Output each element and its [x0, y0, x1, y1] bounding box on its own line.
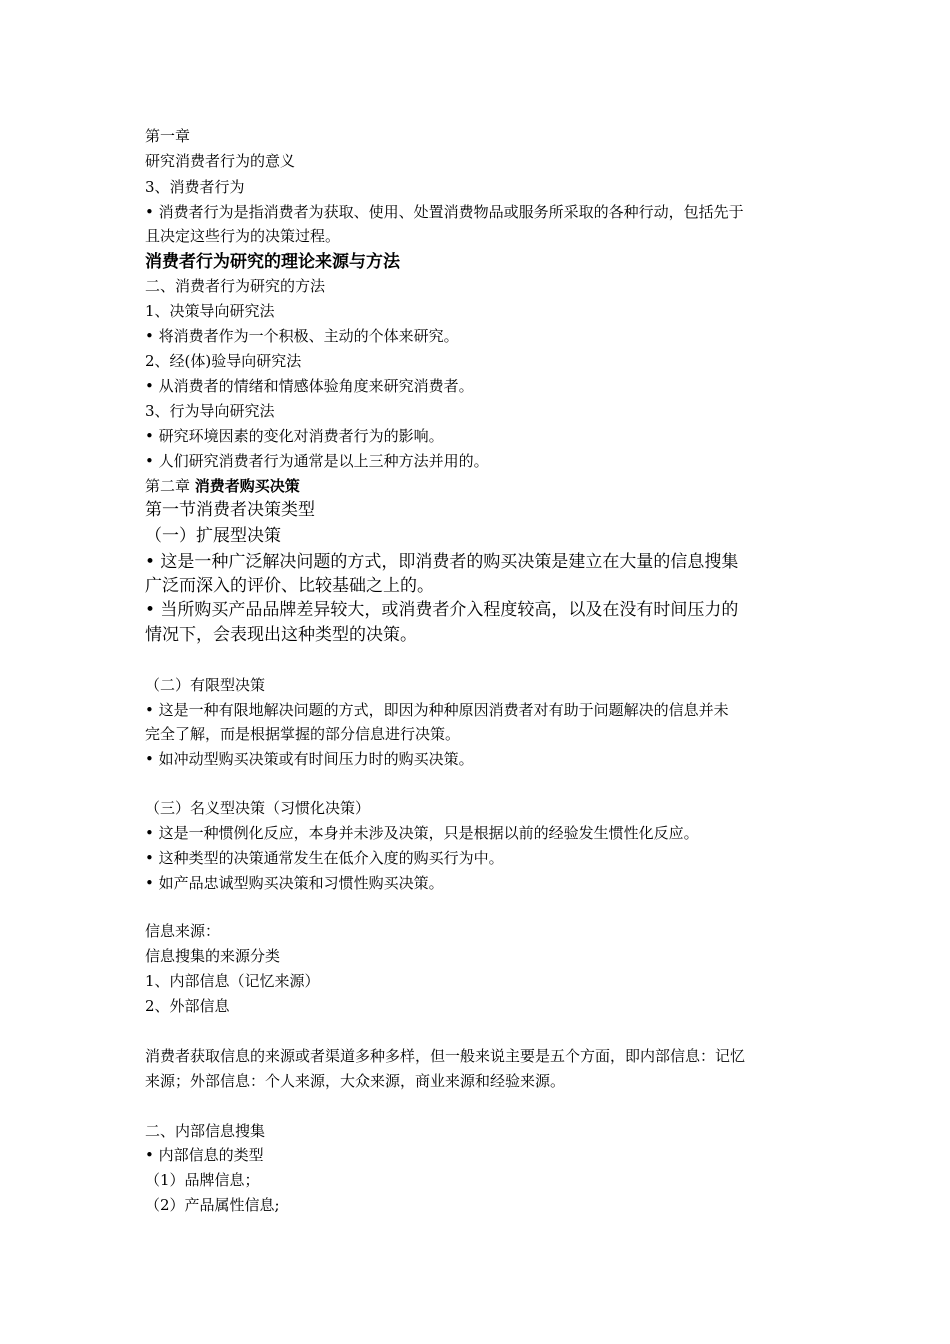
bullet-item: • 内部信息的类型 [145, 1146, 264, 1164]
method-heading: 1、决策导向研究法 [145, 302, 275, 320]
chapter-number: 第二章 [145, 477, 191, 495]
paragraph-line: 来源；外部信息：个人来源，大众来源，商业来源和经验来源。 [145, 1072, 566, 1090]
decision-type-heading: （一）扩展型决策 [145, 526, 281, 546]
section-heading: 第一节消费者决策类型 [145, 500, 315, 520]
method-heading: 2、经(体)验导向研究法 [145, 352, 302, 370]
bullet-paragraph-line: • 这是一种广泛解决问题的方式，即消费者的购买决策是建立在大量的信息搜集 [145, 552, 739, 572]
bullet-item: • 研究环境因素的变化对消费者行为的影响。 [145, 427, 444, 445]
bold-section-heading: 消费者行为研究的理论来源与方法 [145, 252, 400, 272]
bullet-item: • 如冲动型购买决策或有时间压力时的购买决策。 [145, 750, 474, 768]
method-heading: 3、行为导向研究法 [145, 402, 275, 420]
bullet-paragraph-line: • 当所购买产品品牌差异较大，或消费者介入程度较高，以及在没有时间压力的 [145, 600, 739, 620]
subsection-heading: 二、内部信息搜集 [145, 1122, 266, 1140]
chapter-2-title: 消费者购买决策 [194, 477, 300, 495]
bullet-item: • 人们研究消费者行为通常是以上三种方法并用的。 [145, 452, 489, 470]
bullet-paragraph-line: 情况下，会表现出这种类型的决策。 [145, 625, 417, 645]
decision-type-heading: （二）有限型决策 [145, 676, 266, 694]
bullet-paragraph-line: 且决定这些行为的决策过程。 [145, 227, 341, 245]
decision-type-heading: （三）名义型决策（习惯化决策） [145, 799, 371, 817]
numbered-item: 1、内部信息（记忆来源） [145, 972, 320, 990]
section-title: 研究消费者行为的意义 [145, 152, 296, 170]
bullet-paragraph-line: 完全了解，而是根据掌握的部分信息进行决策。 [145, 725, 461, 743]
paragraph-line: 消费者获取信息的来源或者渠道多种多样，但一般来说主要是五个方面，即内部信息：记忆 [145, 1047, 746, 1065]
chapter-1-heading: 第一章 [145, 127, 191, 145]
info-source-subheading: 信息搜集的来源分类 [145, 947, 281, 965]
numbered-item: （1）品牌信息； [145, 1171, 260, 1189]
info-source-heading: 信息来源： [145, 922, 221, 940]
subsection-heading: 二、消费者行为研究的方法 [145, 277, 326, 295]
numbered-item: 2、外部信息 [145, 997, 230, 1015]
numbered-item: （2）产品属性信息; [145, 1196, 280, 1214]
bullet-paragraph-line: • 这是一种有限地解决问题的方式，即因为种种原因消费者对有助于问题解决的信息并未 [145, 701, 729, 719]
bullet-item: • 将消费者作为一个积极、主动的个体来研究。 [145, 327, 459, 345]
chapter-2-heading [145, 476, 815, 496]
bullet-item: • 从消费者的情绪和情感体验角度来研究消费者。 [145, 377, 474, 395]
subsection-heading: 3、消费者行为 [145, 178, 245, 196]
bullet-paragraph-line: • 消费者行为是指消费者为获取、使用、处置消费物品或服务所采取的各种行动，包括先于 [145, 203, 744, 221]
bullet-item: • 如产品忠诚型购买决策和习惯性购买决策。 [145, 874, 444, 892]
bullet-paragraph-line: 广泛而深入的评价、比较基础之上的。 [145, 576, 434, 596]
bullet-item: • 这是一种惯例化反应，本身并未涉及决策，只是根据以前的经验发生惯性化反应。 [145, 824, 699, 842]
bullet-item: • 这种类型的决策通常发生在低介入度的购买行为中。 [145, 849, 504, 867]
